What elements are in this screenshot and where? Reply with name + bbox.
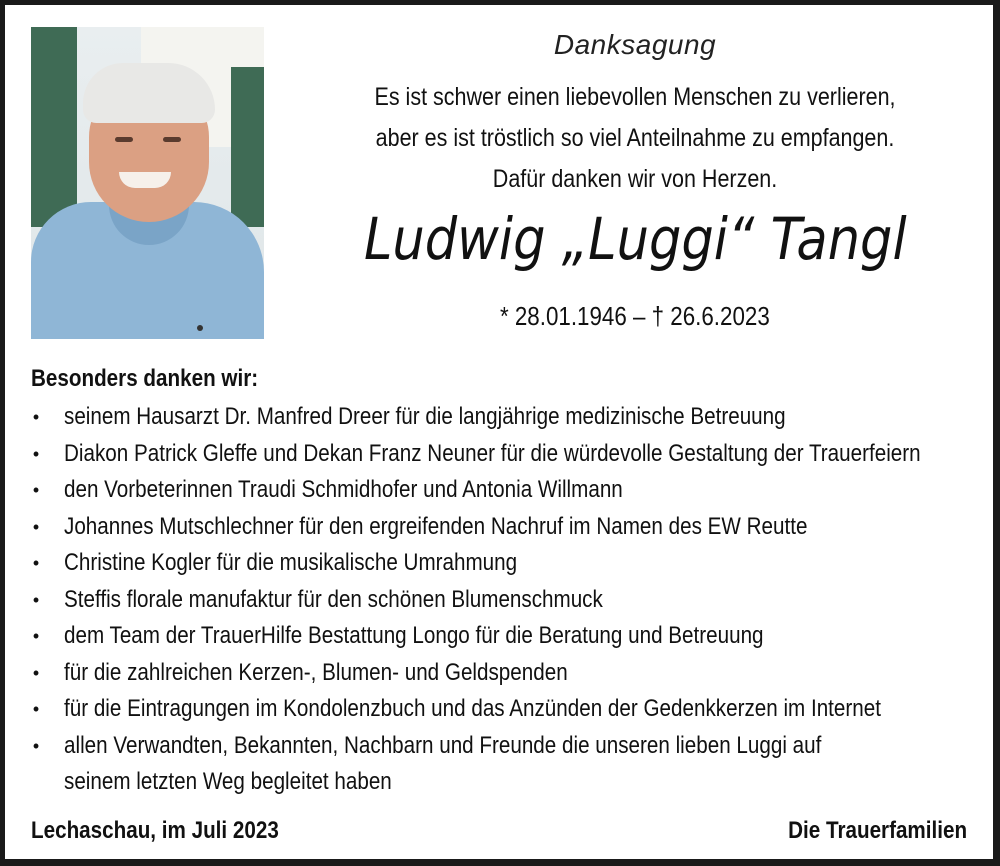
bullet-icon: •	[32, 699, 40, 719]
life-dates-text: * 28.01.1946 – † 26.6.2023	[500, 301, 770, 331]
bullet-icon: •	[32, 735, 40, 756]
thanks-list	[31, 399, 971, 801]
bullet-icon: •	[32, 516, 40, 537]
bullet-icon: •	[32, 480, 40, 500]
thanks-heading: Besonders danken wir:	[31, 365, 259, 392]
bullet-icon: •	[32, 443, 40, 464]
list-item: • seinem Hausarzt Dr. Manfred Dreer für die langjährige medizinische Betreuung	[31, 399, 971, 436]
intro-text	[295, 77, 975, 200]
life-dates	[295, 301, 975, 332]
list-item: • Johannes Mutschlechner für den ergreifenden Nachruf im Namen des EW Reutte	[31, 509, 971, 546]
list-item: • für die Eintragungen im Kondolenzbuch und das Anzünden der Gedenkkerzen im Internet	[31, 691, 971, 728]
place-date: Lechaschau, im Juli 2023	[31, 817, 279, 844]
deceased-name	[295, 205, 975, 273]
list-item: • allen Verwandten, Bekannten, Nachbarn und Freunde die unseren lieben Luggi auf seinem letzten Weg begleitet haben	[31, 728, 971, 801]
signature: Die Trauerfamilien	[788, 817, 967, 844]
list-item: • dem Team der TrauerHilfe Bestattung Longo für die Beratung und Betreuung	[31, 618, 971, 655]
list-item: • für die zahlreichen Kerzen-, Blumen- und Geldspenden	[31, 655, 971, 692]
bullet-icon: •	[32, 553, 40, 573]
intro-line: Dafür danken wir von Herzen.	[492, 165, 778, 193]
deceased-name-text: Ludwig „Luggi“ Tangl	[363, 205, 907, 273]
bullet-icon: •	[32, 589, 40, 610]
list-item: • Steffis florale manufaktur für den schönen Blumenschmuck	[31, 582, 971, 619]
intro-line: Es ist schwer einen liebevollen Menschen zu verlieren,	[374, 83, 896, 111]
obituary-card	[5, 5, 993, 859]
notice-heading: Danksagung	[553, 29, 717, 60]
intro-line: aber es ist tröstlich so viel Anteilnahme zu empfangen.	[375, 124, 895, 152]
bullet-icon: •	[32, 662, 40, 683]
bullet-icon: •	[32, 626, 40, 646]
list-item: • den Vorbeterinnen Traudi Schmidhofer und Antonia Willmann	[31, 472, 971, 509]
list-item: • Christine Kogler für die musikalische Umrahmung	[31, 545, 971, 582]
list-item: • Diakon Patrick Gleffe und Dekan Franz Neuner für die würdevolle Gestaltung der Trauerfeiern	[31, 436, 971, 473]
bullet-icon: •	[32, 407, 40, 427]
portrait-photo	[31, 27, 264, 339]
